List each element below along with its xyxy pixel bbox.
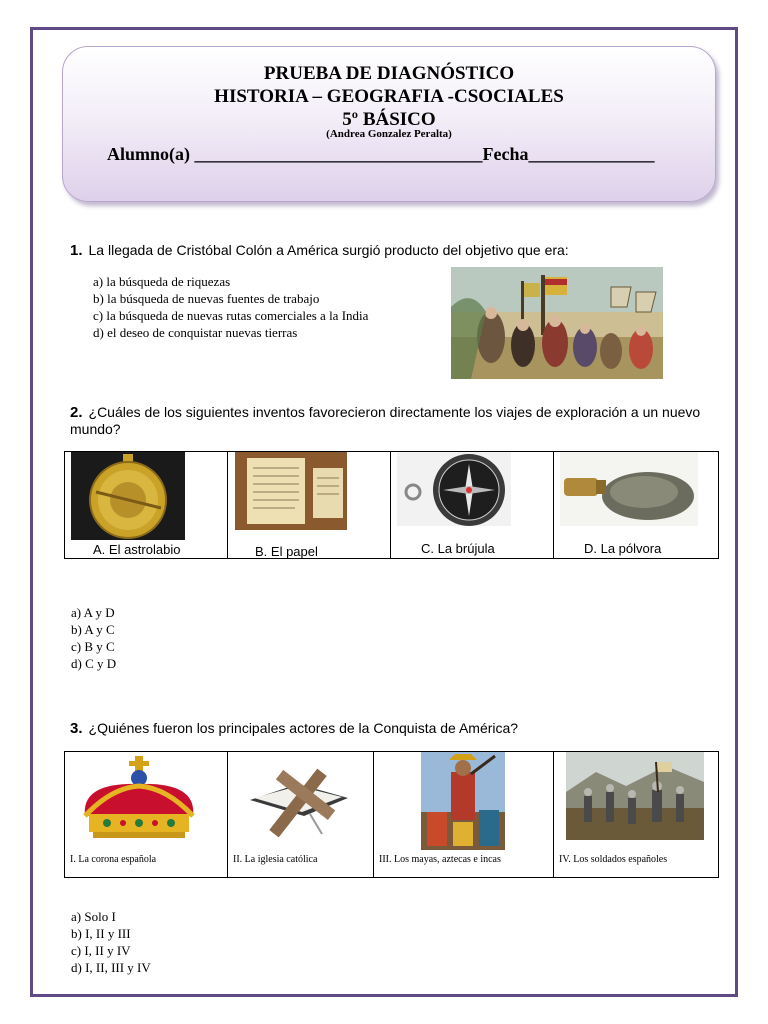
grade-title: 5º BÁSICO [342, 109, 436, 130]
invention-cell-astrolabe [65, 452, 228, 559]
gunpowder-image [560, 452, 698, 526]
subject-title: HISTORIA – GEOGRAFIA -CSOCIALES [214, 86, 564, 107]
actor-cell-crown [65, 752, 228, 878]
option-b: b) la búsqueda de nuevas fuentes de trabajo [93, 291, 320, 306]
compass-image [397, 452, 511, 526]
question-3 [70, 720, 710, 737]
question-3-number: 3. [70, 720, 83, 737]
indigenous-image [421, 752, 505, 850]
author-name: (Andrea Gonzalez Peralta) [326, 128, 452, 140]
caption-indigenous: III. Los mayas, aztecas e incas [379, 854, 501, 865]
inventions-table [64, 451, 719, 559]
option-c: c) la búsqueda de nuevas rutas comerciales a la India [93, 308, 369, 323]
caption-crown: I. La corona española [70, 854, 157, 865]
student-date-line: Alumno(a) ________________________________Fecha______________ [107, 144, 655, 164]
actors-table [64, 751, 719, 878]
crown-image [71, 754, 207, 846]
invention-cell-compass [391, 452, 554, 559]
question-3-options [71, 908, 151, 976]
test-title: PRUEBA DE DIAGNÓSTICO [263, 63, 515, 84]
option-b: b) I, II y III [71, 926, 131, 941]
option-d: d) el deseo de conquistar nuevas tierras [93, 325, 298, 340]
invention-cell-paper [228, 452, 391, 559]
question-1-options [93, 273, 368, 341]
question-1-text: La llegada de Cristóbal Colón a América surgió producto del objetivo que era: [88, 242, 569, 258]
actor-cell-church [228, 752, 374, 878]
caption-gunpowder: D. La pólvora [584, 541, 662, 556]
caption-paper: B. El papel [255, 544, 318, 559]
church-image [244, 754, 356, 848]
caption-compass: C. La brújula [421, 541, 495, 556]
question-2 [70, 404, 710, 438]
astrolabe-image [71, 452, 185, 540]
option-c: c) I, II y IV [71, 943, 131, 958]
question-1-number: 1. [70, 242, 83, 259]
question-1 [70, 242, 710, 259]
actor-cell-indigenous [374, 752, 554, 878]
option-a: a) A y D [71, 605, 115, 620]
question-3-text: ¿Quiénes fueron los principales actores de la Conquista de América? [88, 720, 519, 736]
question-2-options [71, 604, 116, 672]
question-2-number: 2. [70, 404, 83, 421]
option-d: d) C y D [71, 656, 117, 671]
option-c: c) B y C [71, 639, 115, 654]
caption-soldiers: IV. Los soldados españoles [559, 854, 668, 865]
caption-church: II. La iglesia católica [233, 854, 318, 865]
option-a: a) Solo I [71, 909, 116, 924]
option-b: b) A y C [71, 622, 115, 637]
header-box [62, 46, 716, 202]
invention-cell-gunpowder [554, 452, 719, 559]
actor-cell-soldiers [554, 752, 719, 878]
paper-image [235, 452, 347, 530]
option-a: a) la búsqueda de riquezas [93, 274, 231, 289]
question-2-text: ¿Cuáles de los siguientes inventos favorecieron directamente los viajes de exploración a un nuevo mundo? [70, 404, 701, 437]
soldiers-image [566, 752, 704, 840]
columbus-landing-image [451, 267, 663, 379]
caption-astrolabe: A. El astrolabio [93, 542, 181, 557]
option-d: d) I, II, III y IV [71, 960, 151, 975]
